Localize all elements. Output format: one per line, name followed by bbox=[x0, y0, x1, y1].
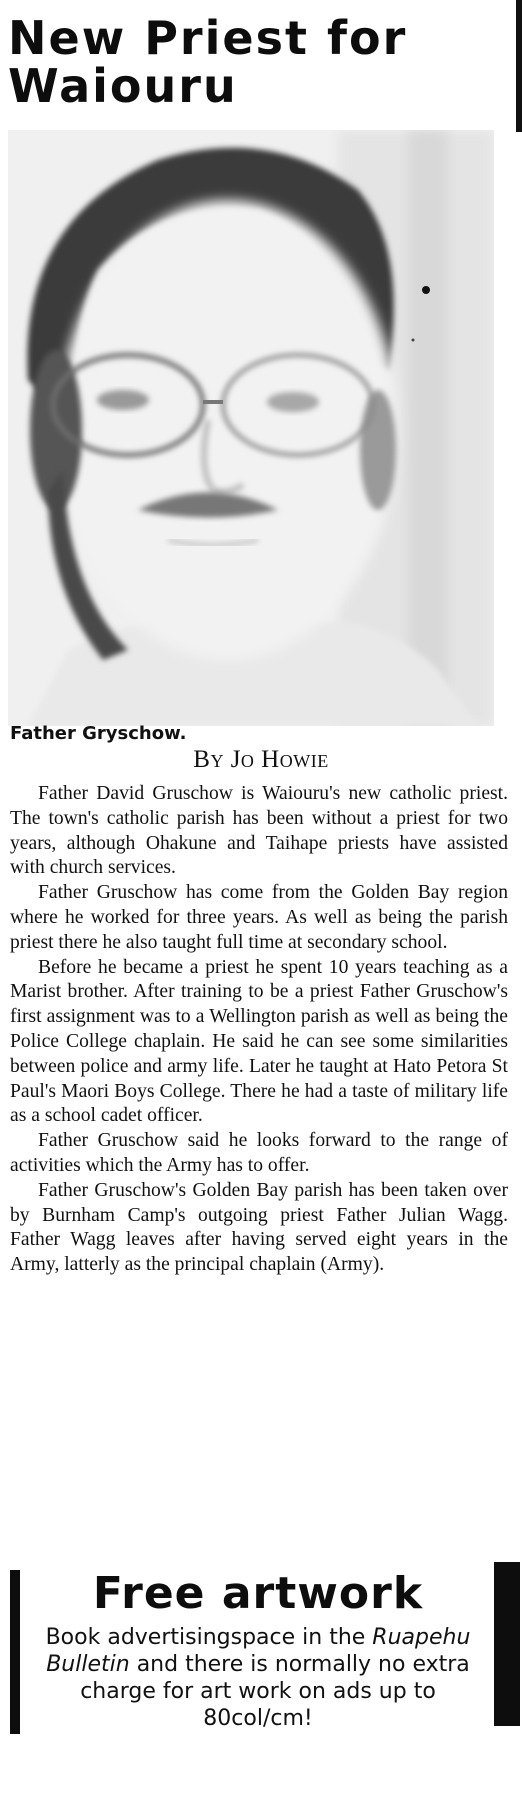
byline: By Jo Howie bbox=[193, 746, 329, 773]
free-artwork-advert bbox=[10, 1562, 520, 1734]
article-paragraph: Father Gruschow's Golden Bay parish has been taken over by Burnham Camp's outgoing priest Father Julian Wagg. Father Wagg leaves after having served eight years in the Army, latterly as the principal chaplain (Army). bbox=[10, 1179, 508, 1276]
article-paragraph: Father Gruschow said he looks forward to the range of activities which the Army has to offer. bbox=[10, 1130, 508, 1176]
article-headline: New Priest for Waiouru bbox=[8, 11, 408, 113]
advert-border-right bbox=[494, 1562, 520, 1726]
advert-text-start: Book advertisingspace in the bbox=[45, 1625, 373, 1650]
advert-text-end: and there is normally no extra charge for art work on ads up to 80col/cm! bbox=[80, 1652, 470, 1731]
column-rule bbox=[516, 0, 522, 132]
article-paragraph: Father David Gruschow is Waiouru's new catholic priest. The town's catholic parish has been without a priest for two years, although Ohakune and Taihape priests have assisted with church services. bbox=[10, 783, 508, 879]
advert-text bbox=[24, 1624, 492, 1732]
article-paragraph: Father Gruschow has come from the Golden Bay region where he worked for three years. As well as being the parish priest there he also taught full time at secondary school. bbox=[10, 882, 508, 953]
advert-heading: Free artwork bbox=[92, 1568, 424, 1619]
photo-caption: Father Gryschow. bbox=[10, 723, 187, 744]
publication-name: Ruapehu Bulletin bbox=[46, 1625, 471, 1677]
article-body bbox=[10, 782, 508, 1278]
priest-photo bbox=[8, 130, 494, 726]
advert-border-left bbox=[10, 1570, 20, 1734]
article-paragraph: Before he became a priest he spent 10 years teaching as a Marist brother. After training to be a priest Father Gruschow's first assignment was to a Wellington parish as well as being the Police College chaplain. He said he can see some similarities between police and army life. Later he taught at Hato Petora St Paul's Maori Boys College. There he had a taste of military life as a school cadet officer. bbox=[10, 956, 508, 1127]
